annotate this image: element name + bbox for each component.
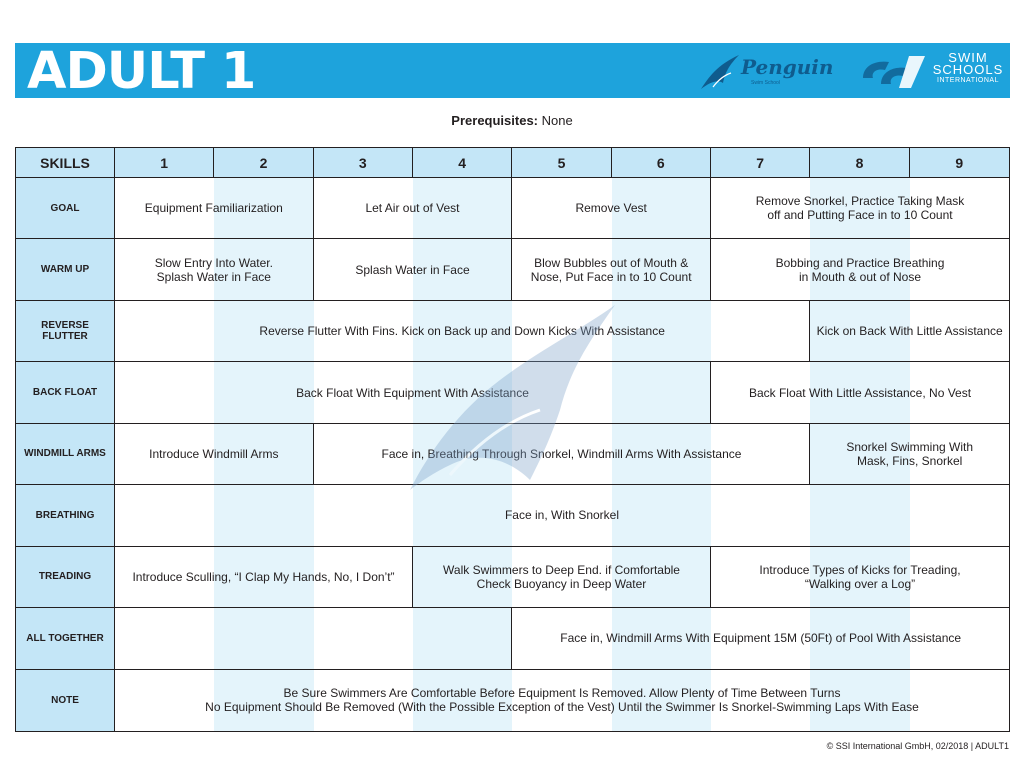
prerequisites-value: None (541, 113, 573, 128)
prerequisites-label: Prerequisites: (451, 113, 538, 128)
column-header: 3 (314, 148, 413, 178)
column-header: 9 (910, 148, 1009, 178)
prerequisites (0, 113, 1024, 128)
ssi-line-schools: SCHOOLS (932, 62, 1004, 77)
ssi-line-swim: SWIM (948, 50, 988, 65)
column-header: 5 (512, 148, 611, 178)
ssi-line-international: INTERNATIONAL (937, 77, 999, 84)
skill-cell: Snorkel Swimming With Mask, Fins, Snorkel (810, 424, 1009, 485)
skill-cell: Blow Bubbles out of Mouth & Nose, Put Face in to 10 Count (512, 239, 711, 300)
skill-cell: Equipment Familiarization (115, 178, 314, 239)
page-title: ADULT 1 (27, 42, 256, 101)
row-label: WINDMILL ARMS (16, 424, 115, 485)
skill-cell: Be Sure Swimmers Are Comfortable Before Equipment Is Removed. Allow Plenty of Time Between Turns No Equipment Should Be Removed (With the Possible Exception of the Vest) Until the Swimmer Is Snorkel-Swimming Laps With Ease (205, 686, 919, 715)
skill-cell: Bobbing and Practice Breathing in Mouth & out of Nose (711, 239, 1009, 300)
skill-cell: Introduce Types of Kicks for Treading, “Walking over a Log” (711, 547, 1009, 608)
skill-cell: Walk Swimmers to Deep End. if Comfortable Check Buoyancy in Deep Water (413, 547, 711, 608)
penguin-logo-text: Penguin (741, 55, 834, 79)
skill-cell: Face in, Breathing Through Snorkel, Windmill Arms With Assistance (314, 424, 811, 485)
column-header: 2 (214, 148, 313, 178)
title-banner (15, 42, 1010, 101)
column-header: 8 (810, 148, 909, 178)
column-header: 4 (413, 148, 512, 178)
row-label: BACK FLOAT (16, 362, 115, 423)
ssi-logo-icon (859, 48, 931, 94)
skill-cell: Let Air out of Vest (314, 178, 513, 239)
skill-cell: Face in, With Snorkel (115, 485, 1009, 546)
skills-header: SKILLS (16, 148, 115, 178)
copyright-footer: © SSI International GmbH, 02/2018 | ADULT1 (826, 741, 1009, 751)
skill-cell (115, 608, 512, 669)
column-header: 6 (612, 148, 711, 178)
skill-cell: Remove Vest (512, 178, 711, 239)
skill-cell: Back Float With Equipment With Assistance (115, 362, 711, 423)
skill-cell: Splash Water in Face (314, 239, 513, 300)
skills-table (15, 147, 1010, 732)
row-label: ALL TOGETHER (16, 608, 115, 669)
row-label: WARM UP (16, 239, 115, 300)
skill-cell: Reverse Flutter With Fins. Kick on Back up and Down Kicks With Assistance (115, 301, 810, 362)
skill-cell: Face in, Windmill Arms With Equipment 15M (50Ft) of Pool With Assistance (512, 608, 1009, 669)
skill-cell: Introduce Sculling, “I Clap My Hands, No, I Don’t” (115, 547, 413, 608)
skill-cell: Slow Entry Into Water. Splash Water in Face (115, 239, 314, 300)
row-label: BREATHING (16, 485, 115, 546)
skill-cell: Kick on Back With Little Assistance (810, 301, 1009, 362)
skill-cell: Back Float With Little Assistance, No Vest (711, 362, 1009, 423)
row-label: REVERSE FLUTTER (16, 301, 115, 362)
penguin-logo-subtext: Swim School (751, 80, 780, 86)
column-header: 1 (115, 148, 214, 178)
column-header: 7 (711, 148, 810, 178)
row-label: TREADING (16, 547, 115, 608)
skill-cell: Introduce Windmill Arms (115, 424, 314, 485)
skill-cell: Remove Snorkel, Practice Taking Mask off and Putting Face in to 10 Count (711, 178, 1009, 239)
row-label: GOAL (16, 178, 115, 239)
row-label: NOTE (16, 670, 115, 731)
ssi-logo-text (925, 52, 1011, 86)
